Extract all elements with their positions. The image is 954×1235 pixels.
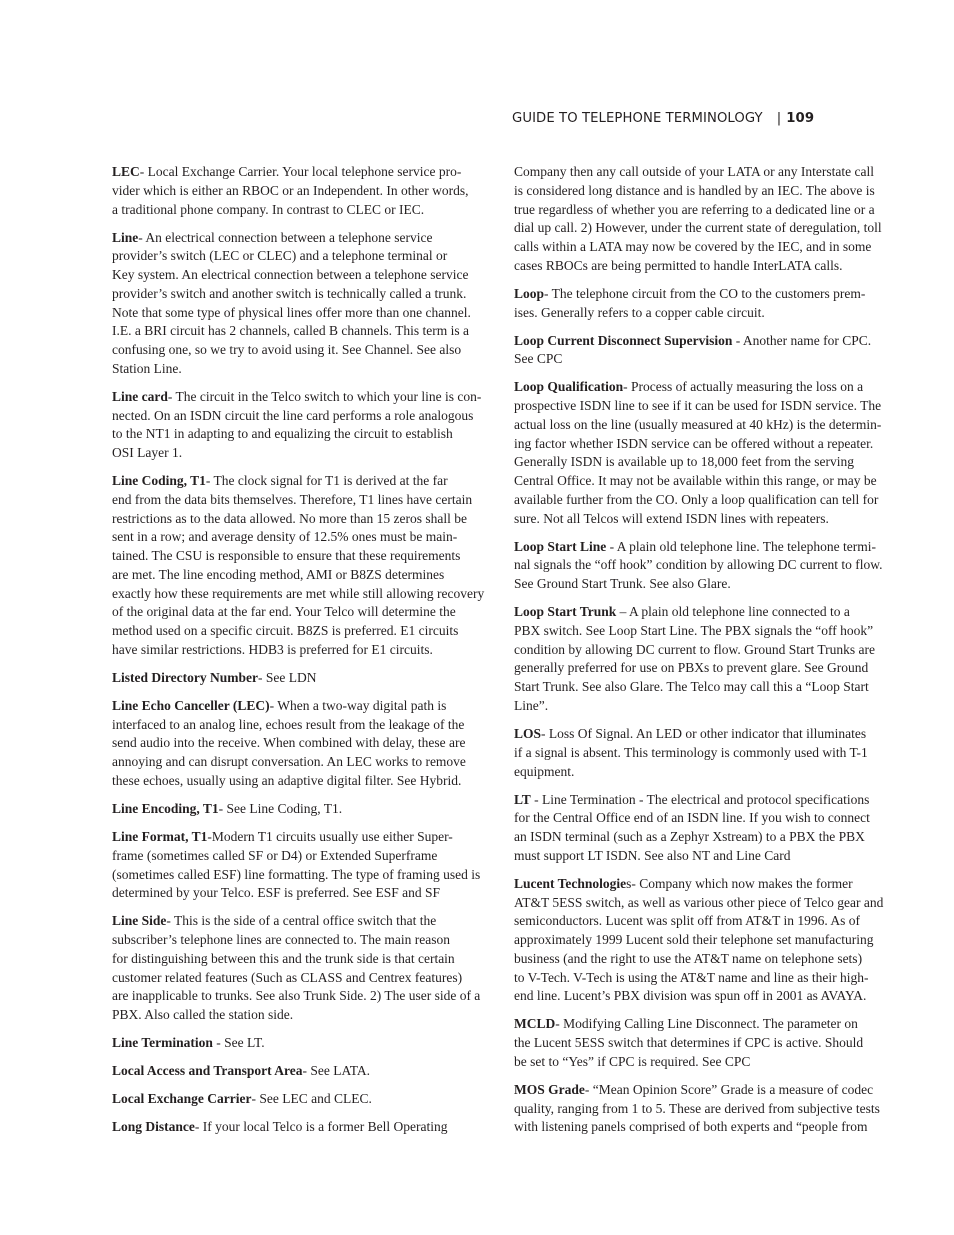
- entry-line: [112, 585, 495, 604]
- entry-line: [112, 182, 495, 201]
- entry-text: OSI Layer 1.: [112, 445, 183, 461]
- entry-text: generally preferred for use on PBXs to prevent glare. See Ground: [514, 660, 869, 676]
- glossary-entry: [112, 388, 495, 463]
- entry-text: a traditional phone company. In contrast to CLEC or IEC.: [112, 201, 425, 217]
- entry-text: these echoes, usually using an adaptive digital filter. See Hybrid.: [112, 772, 462, 788]
- entry-line: [514, 697, 899, 716]
- entry-line: [112, 847, 495, 866]
- entry-text: frame (sometimes called SF or D4) or Extended Superframe: [112, 847, 438, 863]
- glossary-entry: [514, 163, 899, 276]
- entry-line: [112, 528, 495, 547]
- entry-term: LOS: [514, 726, 542, 742]
- entry-line: [514, 603, 899, 622]
- entry-text: - An electrical connection between a telephone service: [138, 229, 433, 245]
- entry-line: [112, 247, 495, 266]
- entry-text: with listening panels comprised of both experts and “people from: [514, 1119, 868, 1135]
- entry-text: - Loss Of Signal. An LED or other indicator that illuminates: [541, 726, 867, 742]
- entry-line: [514, 809, 899, 828]
- entry-text: annoying and can disrupt conversation. An LEC works to remove: [112, 754, 466, 770]
- entry-line: [514, 875, 899, 894]
- entry-line: [514, 304, 899, 323]
- entry-text: end line. Lucent’s PBX division was spun off in 2001 as AVAYA.: [514, 988, 867, 1004]
- entry-line: [514, 285, 899, 304]
- entry-text: - Another name for CPC.: [732, 332, 872, 348]
- entry-line: [514, 238, 899, 257]
- entry-text: - The telephone circuit from the CO to the customers prem-: [544, 285, 866, 301]
- entry-text: sent in a row; and average density of 12.5% ones must be main-: [112, 529, 458, 545]
- entry-line: [112, 828, 495, 847]
- entry-text: prospective ISDN line to see if it can be used for ISDN service. The: [514, 398, 882, 414]
- entry-text: - The circuit in the Telco switch to which your line is con-: [167, 388, 482, 404]
- entry-line: [112, 800, 495, 819]
- entry-line: [112, 201, 495, 220]
- entry-text: nected. On an ISDN circuit the line card performs a role analogous: [112, 407, 474, 423]
- entry-text: - A plain old telephone line. The telephone termi-: [606, 538, 876, 554]
- entry-line: [514, 435, 899, 454]
- entry-text: are inapplicable to trunks. See also Trunk Side. 2) The user side of a: [112, 988, 481, 1004]
- entry-text: cases RBOCs are being permitted to handle InterLATA calls.: [514, 257, 843, 273]
- entry-line: [514, 257, 899, 276]
- entry-line: [514, 894, 899, 913]
- header-title: GUIDE TO TELEPHONE TERMINOLOGY: [512, 111, 763, 126]
- glossary-entry: [514, 378, 899, 528]
- entry-text: - The clock signal for T1 is derived at the far: [205, 473, 448, 489]
- entry-text: Station Line.: [112, 360, 182, 376]
- entry-line: [514, 847, 899, 866]
- glossary-entry: [514, 875, 899, 1006]
- entry-line: [514, 659, 899, 678]
- glossary-entry: [514, 1081, 899, 1137]
- entry-text: quality, ranging from 1 to 5. These are derived from subjective tests: [514, 1100, 880, 1116]
- running-header: [512, 111, 814, 126]
- glossary-entry: [112, 697, 495, 791]
- entry-line: [112, 884, 495, 903]
- entry-text: approximately 1999 Lucent sold their telephone set manufacturing: [514, 932, 874, 948]
- glossary-entry: [514, 603, 899, 716]
- entry-text: s- Company which now makes the former: [626, 875, 853, 891]
- entry-text: -Modern T1 circuits usually use either Super-: [207, 829, 453, 845]
- entry-text: ing factor whether ISDN service can be offered without a repeater.: [514, 435, 874, 451]
- entry-text: Line”.: [514, 697, 549, 713]
- entry-line: [112, 510, 495, 529]
- entry-text: PBX switch. See Loop Start Line. The PBX signals the “off hook”: [514, 622, 874, 638]
- entry-term: LEC: [112, 164, 140, 179]
- glossary-entry: [112, 669, 495, 688]
- entry-line: [514, 453, 899, 472]
- entry-line: [514, 538, 899, 557]
- entry-text: Start Trunk. See also Glare. The Telco may call this a “Loop Start: [514, 679, 869, 695]
- entry-line: [112, 1118, 495, 1137]
- entry-text: true regardless of whether you are referring to a dedicated line or a: [514, 201, 875, 217]
- entry-term: Line Format, T1: [112, 829, 208, 845]
- entry-line: [514, 641, 899, 660]
- entry-line: [112, 931, 495, 950]
- entry-text: must support LT ISDN. See also NT and Line Card: [514, 847, 791, 863]
- entry-line: [514, 763, 899, 782]
- entry-text: Central Office. It may not be available within this range, or may be: [514, 473, 877, 489]
- entry-text: determined by your Telco. ESF is preferred. See ESF and SF: [112, 885, 441, 901]
- entry-text: vider which is either an RBOC or an Independent. In other words,: [112, 182, 469, 198]
- entry-text: See Ground Start Trunk. See also Glare.: [514, 576, 731, 592]
- entry-term: Line Side: [112, 913, 167, 929]
- entry-text: have similar restrictions. HDB3 is preferred for E1 circuits.: [112, 641, 433, 657]
- entry-term: MOS Grade: [514, 1081, 585, 1097]
- entry-line: [112, 285, 495, 304]
- right-column: [514, 163, 899, 1147]
- entry-line: [514, 491, 899, 510]
- entry-line: [514, 416, 899, 435]
- entry-text: - See LT.: [212, 1035, 265, 1051]
- entry-text: customer related features (Such as CLASS and Centrex features): [112, 969, 463, 985]
- entry-line: [514, 622, 899, 641]
- entry-line: [514, 828, 899, 847]
- entry-line: [514, 931, 899, 950]
- entry-text: - See Line Coding, T1.: [218, 801, 343, 817]
- entry-line: [112, 1062, 495, 1081]
- entry-line: [514, 725, 899, 744]
- entry-line: [112, 304, 495, 323]
- entry-term: Loop Start Line: [514, 538, 607, 554]
- entry-line: [514, 556, 899, 575]
- entry-text: method used on a specific circuit. B8ZS is preferred. E1 circuits: [112, 623, 459, 639]
- entry-text: business (and the right to use the AT&T name on telephone sets): [514, 950, 863, 966]
- entry-term: Long Distance: [112, 1119, 195, 1135]
- entry-line: [112, 491, 495, 510]
- entry-line: [514, 201, 899, 220]
- entry-line: [514, 1100, 899, 1119]
- glossary-entry: [514, 538, 899, 594]
- entry-text: send audio into the receive. When combined with delay, these are: [112, 735, 466, 751]
- glossary-entry: [112, 1034, 495, 1053]
- entry-text: - Process of actually measuring the loss on a: [623, 379, 864, 395]
- entry-text: subscriber’s telephone lines are connected to. The main reason: [112, 932, 451, 948]
- entry-term: Line Coding, T1: [112, 473, 206, 489]
- entry-line: [112, 407, 495, 426]
- entry-line: [514, 1015, 899, 1034]
- glossary-entry: [112, 1090, 495, 1109]
- entry-line: [112, 753, 495, 772]
- entry-line: [112, 987, 495, 1006]
- entry-term: Loop Start Trunk: [514, 604, 617, 620]
- glossary-entry: [514, 1015, 899, 1071]
- entry-line: [514, 791, 899, 810]
- entry-line: [112, 547, 495, 566]
- entry-line: [112, 950, 495, 969]
- entry-line: [112, 388, 495, 407]
- entry-line: [112, 734, 495, 753]
- entry-text: sure. Not all Telcos will extend ISDN lines with repeaters.: [514, 510, 829, 526]
- entry-line: [112, 444, 495, 463]
- glossary-entry: [514, 791, 899, 866]
- entry-text: AT&T 5ESS switch, as well as various other piece of Telco gear and: [514, 894, 884, 910]
- glossary-entry: [514, 332, 899, 370]
- entry-text: exactly how these requirements are met while still allowing recovery: [112, 585, 485, 601]
- entry-term: Loop Current Disconnect Supervision: [514, 332, 733, 348]
- entry-text: - See LDN: [257, 669, 317, 685]
- entry-term: Line Encoding, T1: [112, 801, 219, 817]
- page-number: 109: [786, 111, 815, 126]
- entry-text: - Local Exchange Carrier. Your local telephone service pro-: [139, 164, 462, 179]
- entry-line: [514, 510, 899, 529]
- entry-line: [112, 341, 495, 360]
- entry-line: [514, 472, 899, 491]
- glossary-entry: [112, 229, 495, 379]
- entry-term: LT: [514, 791, 531, 807]
- entry-text: of the original data at the far end. Your Telco will determine the: [112, 604, 456, 620]
- entry-line: [112, 229, 495, 248]
- entry-line: [514, 182, 899, 201]
- entry-line: [112, 360, 495, 379]
- entry-text: for distinguishing between this and the trunk side is that certain: [112, 950, 455, 966]
- entry-line: [514, 350, 899, 369]
- entry-term: Line: [112, 229, 139, 245]
- entry-line: [514, 678, 899, 697]
- glossary-entry: [112, 1062, 495, 1081]
- entry-text: - See LATA.: [302, 1063, 371, 1079]
- glossary-entry: [514, 725, 899, 781]
- entry-line: [514, 744, 899, 763]
- entry-line: [514, 575, 899, 594]
- entry-term: Line Termination: [112, 1035, 213, 1051]
- entry-term: MCLD: [514, 1016, 556, 1032]
- entry-line: [112, 912, 495, 931]
- entry-line: [112, 566, 495, 585]
- entry-text: I.E. a BRI circuit has 2 channels, called B channels. This term is a: [112, 323, 470, 339]
- entry-text: Company then any call outside of your LATA or any Interstate call: [514, 164, 874, 179]
- entry-term: Local Access and Transport Area: [112, 1063, 303, 1079]
- entry-line: [514, 969, 899, 988]
- entry-line: [112, 603, 495, 622]
- entry-line: [514, 987, 899, 1006]
- entry-line: [514, 163, 899, 182]
- glossary-entry: [112, 800, 495, 819]
- entry-text: actual loss on the line (usually measured at 40 kHz) is the determin-: [514, 416, 882, 432]
- glossary-entry: [514, 285, 899, 323]
- entry-text: PBX. Also called the station side.: [112, 1007, 294, 1023]
- entry-text: available further from the CO. Only a loop qualification can tell for: [514, 491, 879, 507]
- entry-line: [514, 950, 899, 969]
- entry-text: – A plain old telephone line connected to a: [616, 604, 850, 620]
- entry-text: is considered long distance and is handled by an IEC. The above is: [514, 182, 875, 198]
- entry-line: [112, 622, 495, 641]
- entry-term: Local Exchange Carrier: [112, 1091, 252, 1107]
- entry-text: - When a two-way digital path is: [269, 697, 447, 713]
- entry-term: Loop: [514, 285, 545, 301]
- entry-term: Listed Directory Number: [112, 669, 258, 685]
- entry-text: - See LEC and CLEC.: [251, 1091, 372, 1107]
- entry-text: - “Mean Opinion Score” Grade is a measure of codec: [584, 1081, 874, 1097]
- entry-term: Lucent Technologie: [514, 875, 627, 891]
- glossary-entry: [112, 1118, 495, 1137]
- entry-line: [514, 1034, 899, 1053]
- entry-text: (sometimes called ESF) line formatting. The type of framing used is: [112, 866, 481, 882]
- entry-text: Key system. An electrical connection between a telephone service: [112, 267, 469, 283]
- entry-line: [514, 1053, 899, 1072]
- entry-text: condition by allowing DC current to flow. Ground Start Trunks are: [514, 641, 875, 657]
- entry-line: [514, 1081, 899, 1100]
- entry-text: to the NT1 in adapting to and equalizing the circuit to establish: [112, 426, 453, 442]
- entry-text: ises. Generally refers to a copper cable circuit.: [514, 304, 765, 320]
- entry-text: provider’s switch (LEC or CLEC) and a telephone terminal or: [112, 248, 448, 264]
- entry-text: for the Central Office end of an ISDN line. If you wish to connect: [514, 810, 870, 826]
- glossary-entry: [112, 163, 495, 219]
- entry-line: [112, 266, 495, 285]
- entry-text: nal signals the “off hook” condition by allowing DC current to flow.: [514, 557, 883, 573]
- entry-line: [112, 163, 495, 182]
- entry-text: Note that some type of physical lines offer more than one channel.: [112, 304, 471, 320]
- entry-line: [112, 472, 495, 491]
- entry-line: [112, 669, 495, 688]
- entry-line: [112, 716, 495, 735]
- entry-text: confusing one, so we try to avoid using it. See Channel. See also: [112, 342, 462, 358]
- entry-line: [112, 1090, 495, 1109]
- entry-text: tained. The CSU is responsible to ensure that these requirements: [112, 548, 461, 564]
- entry-text: restrictions as to the data allowed. No more than 15 zeros shall be: [112, 510, 468, 526]
- entry-text: an ISDN terminal (such as a Zephyr Xstream) to a PBX the PBX: [514, 829, 865, 845]
- entry-line: [112, 866, 495, 885]
- entry-term: Line card: [112, 388, 168, 404]
- entry-text: dial up call. 2) However, under the current state of deregulation, toll: [514, 220, 882, 236]
- entry-line: [112, 1034, 495, 1053]
- entry-text: See CPC: [514, 351, 563, 367]
- entry-text: - Line Termination - The electrical and protocol specifications: [530, 791, 870, 807]
- entry-line: [112, 697, 495, 716]
- entry-text: - If your local Telco is a former Bell Operating: [194, 1119, 448, 1135]
- entry-text: if a signal is absent. This terminology is commonly used with T-1: [514, 744, 868, 760]
- entry-term: Line Echo Canceller (LEC): [112, 697, 270, 713]
- entry-line: [112, 969, 495, 988]
- entry-line: [514, 1118, 899, 1137]
- entry-line: [112, 322, 495, 341]
- entry-text: semiconductors. Lucent was split off from AT&T in 1996. As of: [514, 913, 860, 929]
- entry-text: calls within a LATA may now be covered by the IEC, and in some: [514, 239, 872, 254]
- entry-text: - This is the side of a central office switch that the: [166, 913, 437, 929]
- entry-line: [514, 219, 899, 238]
- entry-text: are met. The line encoding method, AMI or B8ZS determines: [112, 566, 445, 582]
- header-separator: |: [776, 111, 782, 126]
- entry-text: the Lucent 5ESS switch that determines if CPC is active. Should: [514, 1035, 864, 1051]
- entry-line: [514, 332, 899, 351]
- entry-line: [514, 912, 899, 931]
- entry-line: [112, 772, 495, 791]
- entry-line: [112, 425, 495, 444]
- glossary-entry: [112, 828, 495, 903]
- entry-line: [514, 397, 899, 416]
- entry-text: to V-Tech. V-Tech is using the AT&T name and line as their high-: [514, 969, 869, 985]
- entry-text: equipment.: [514, 763, 575, 779]
- glossary-entry: [112, 472, 495, 660]
- entry-text: provider’s switch and another switch is technically called a trunk.: [112, 285, 467, 301]
- entry-text: be set to “Yes” if CPC is required. See CPC: [514, 1053, 751, 1069]
- entry-line: [112, 1006, 495, 1025]
- entry-text: Generally ISDN is available up to 18,000 feet from the serving: [514, 454, 855, 470]
- left-column: [112, 163, 495, 1146]
- glossary-entry: [112, 912, 495, 1025]
- entry-text: end from the data bits themselves. Therefore, T1 lines have certain: [112, 491, 473, 507]
- entry-text: - Modifying Calling Line Disconnect. The parameter on: [555, 1016, 858, 1032]
- entry-term: Loop Qualification: [514, 379, 624, 395]
- entry-text: interfaced to an analog line, echoes result from the leakage of the: [112, 716, 465, 732]
- entry-line: [514, 378, 899, 397]
- entry-line: [112, 641, 495, 660]
